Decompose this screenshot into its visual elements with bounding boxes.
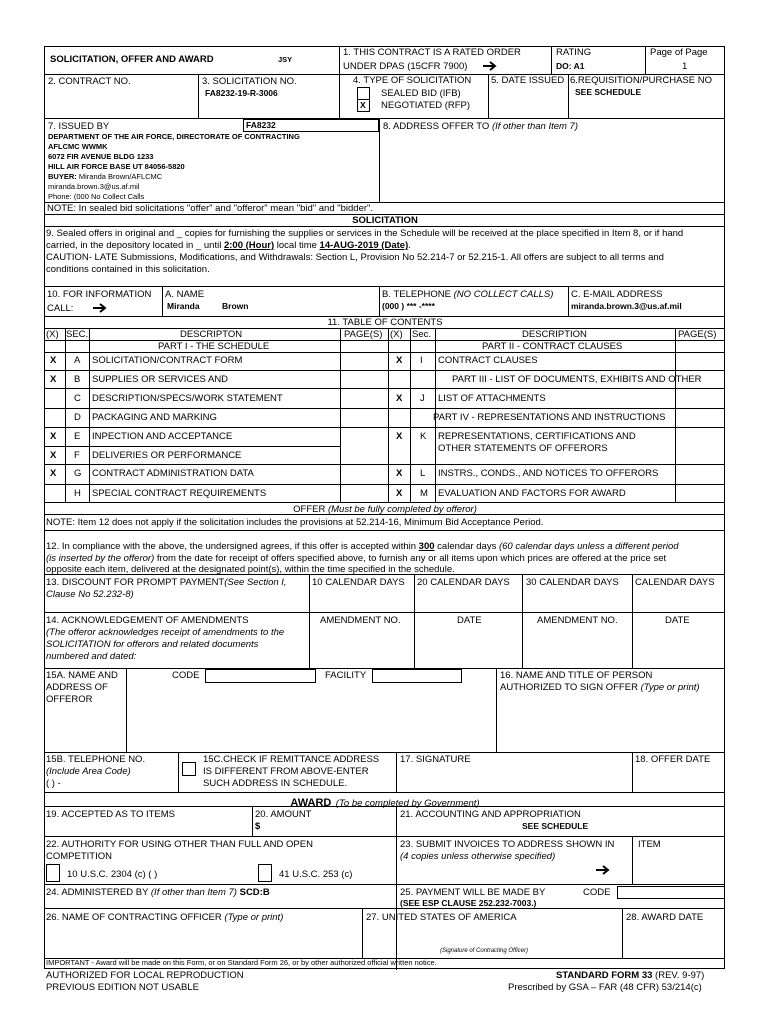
important-note: IMPORTANT - Award will be made on this Form, or on Standard Form 26, or by other authorized official written notice. bbox=[46, 958, 437, 967]
administered-code: SCD:B bbox=[239, 887, 270, 898]
address-offer-text: 8. ADDRESS OFFER TO bbox=[383, 121, 490, 132]
amendment-no-header: AMENDMENT NO. bbox=[320, 615, 401, 626]
signer-label-1: 16. NAME AND TITLE OF PERSON bbox=[500, 670, 653, 681]
toc-title: 11. TABLE OF CONTENTS bbox=[327, 317, 443, 328]
toc-part-1: PART I - THE SCHEDULE bbox=[158, 341, 270, 352]
signer-text: AUTHORIZED TO SIGN OFFER bbox=[500, 682, 641, 693]
caution-line-1: CAUTION- LATE Submissions, Modifications, and Withdrawals: Section L, Provision No 52.214-7 or 52.215-1. All offers are subject to all terms and bbox=[46, 252, 664, 263]
toc-row-a-desc: SOLICITATION/CONTRACT FORM bbox=[92, 355, 243, 366]
toc-row-a-sec: A bbox=[74, 355, 81, 366]
item12-line-2 bbox=[46, 554, 666, 564]
toc-row-i-desc: CONTRACT CLAUSES bbox=[438, 355, 538, 366]
item12-text-c: (60 calendar days unless a different period bbox=[498, 541, 679, 552]
item12-text-a: 12. In compliance with the above, the undersigned agrees, if this offer is accepted within bbox=[46, 541, 419, 552]
calendar-days-label: CALENDAR DAYS bbox=[635, 577, 715, 588]
toc-row-k-desc-2: OTHER STATEMENTS OF OFFERORS bbox=[438, 443, 608, 454]
toc-row-e-sec: E bbox=[74, 431, 81, 442]
discount-text: 13. DISCOUNT FOR PROMPT PAYMENT bbox=[46, 577, 225, 588]
usc-253-checkbox[interactable] bbox=[258, 864, 272, 882]
discount-label bbox=[46, 578, 287, 588]
amendments-label: 14. ACKNOWLEDGEMENT OF AMENDMENTS bbox=[46, 615, 249, 626]
rating-value: DO: A1 bbox=[556, 61, 585, 71]
offer-date-label: 18. OFFER DATE bbox=[635, 754, 711, 765]
requisition-label: 6.REQUISITION/PURCHASE NO bbox=[570, 75, 712, 86]
remittance-label-1: 15C.CHECK IF REMITTANCE ADDRESS bbox=[203, 754, 380, 765]
accounting-label: 21. ACCOUNTING AND APPROPRIATION bbox=[400, 809, 581, 820]
offeror-label-1: 15A. NAME AND bbox=[46, 670, 118, 681]
invoices-item-label: ITEM bbox=[638, 839, 661, 850]
offer-heading-note: (Must be fully completed by offeror) bbox=[327, 504, 477, 515]
arrow-right-icon bbox=[482, 60, 498, 72]
amount-dollar-sign: $ bbox=[255, 821, 261, 832]
issued-line-2: AFLCMC WWMK bbox=[48, 142, 108, 151]
award-heading bbox=[0, 794, 770, 810]
toc-row-k-sec: K bbox=[420, 431, 427, 442]
toc-sec-header: SEC. bbox=[66, 329, 89, 340]
item12-text-b: calendar days bbox=[434, 541, 499, 552]
amendment-no-header-2: AMENDMENT NO. bbox=[537, 615, 618, 626]
toc-row-j-sec: J bbox=[420, 393, 425, 404]
amendment-date-header-2: DATE bbox=[665, 615, 690, 626]
offer-heading bbox=[0, 505, 770, 515]
signature-caption: (Signature of Contracting Officer) bbox=[440, 948, 529, 954]
buyer-email: miranda.brown.3@us.af.mil bbox=[48, 182, 140, 191]
item9-line-1: 9. Sealed offers in original and _ copies for furnishing the supplies or services in the Schedule will be received at the place specified in Item 8, or if hand bbox=[46, 228, 684, 239]
toc-row-d-sec: D bbox=[74, 412, 81, 423]
sealed-bid-label: SEALED BID (IFB) bbox=[381, 88, 461, 99]
days-20-label: 20 CALENDAR DAYS bbox=[417, 577, 510, 588]
toc-desc-header: DESCRIPTON bbox=[180, 329, 243, 340]
buyer-phone: Phone: (000 No Collect Calls bbox=[48, 192, 145, 201]
discount-clause: Clause No 52.232-8) bbox=[46, 589, 134, 600]
last-name: Brown bbox=[222, 301, 249, 311]
toc-row-j-desc: LIST OF ATTACHMENTS bbox=[438, 393, 546, 404]
toc-row-c-desc: DESCRIPTION/SPECS/WORK STATEMENT bbox=[92, 393, 283, 404]
toc-x2-header: (X) bbox=[390, 329, 403, 340]
email-value: miranda.brown.3@us.af.mil bbox=[571, 301, 682, 311]
toc-row-b-x: X bbox=[50, 374, 57, 385]
item12-line-3: opposite each item, delivered at the designated point(s), within the time specified in the schedule. bbox=[46, 564, 455, 575]
issued-by-label: 7. ISSUED BY bbox=[48, 121, 110, 132]
toc-row-a-x: X bbox=[50, 355, 57, 366]
signer-note: (Type or print) bbox=[640, 682, 700, 693]
toc-row-j-x: X bbox=[396, 393, 403, 404]
issued-code-box[interactable] bbox=[243, 119, 379, 132]
discount-note: (See Section I, bbox=[224, 577, 287, 588]
toc-row-f-x: X bbox=[50, 450, 57, 461]
amendments-line-2: (The offeror acknowledges receipt of amendments to the bbox=[46, 627, 285, 638]
info-call-label: CALL: bbox=[47, 303, 74, 314]
solicitation-type-label: 4. TYPE OF SOLICITATION bbox=[353, 75, 472, 86]
item9-hour: 2:00 (Hour) bbox=[223, 240, 275, 251]
toc-row-m-sec: M bbox=[420, 488, 428, 499]
standard-form-label bbox=[556, 971, 704, 981]
toc-row-i-sec: I bbox=[420, 355, 423, 366]
toc-row-b-desc: SUPPLIES OR SERVICES AND bbox=[92, 374, 229, 385]
date-issued-label: 5. DATE ISSUED bbox=[491, 75, 565, 86]
contracting-officer-note: (Type or print) bbox=[224, 912, 284, 923]
solicitation-heading: SOLICITATION bbox=[352, 215, 418, 226]
authority-label-1: 22. AUTHORITY FOR USING OTHER THAN FULL AND OPEN bbox=[46, 839, 313, 850]
email-label: C. E-MAIL ADDRESS bbox=[571, 289, 663, 300]
offeror-code-label: CODE bbox=[172, 670, 200, 681]
page-label: Page of Page bbox=[650, 47, 708, 58]
standard-form-number: STANDARD FORM 33 bbox=[556, 970, 653, 981]
item9-text-a: carried, in the depository located in _ until bbox=[46, 240, 224, 251]
arrow-right-icon bbox=[92, 302, 108, 314]
toc-row-f-sec: F bbox=[74, 450, 80, 461]
item12-text-e: from the date for receipt of offers specified above, to furnish any or all items upon which prices are offered at the price set bbox=[154, 553, 667, 564]
buyer-line bbox=[48, 173, 162, 181]
item12-text-d: (is inserted by the offeror) bbox=[46, 553, 155, 564]
toc-row-h-desc: SPECIAL CONTRACT REQUIREMENTS bbox=[92, 488, 267, 499]
authority-label-2: COMPETITION bbox=[46, 851, 112, 862]
facility-label: FACILITY bbox=[325, 670, 367, 681]
toc-row-g-x: X bbox=[50, 468, 57, 479]
toc-row-l-desc: INSTRS., CONDS., AND NOTICES TO OFFERORS bbox=[438, 468, 659, 479]
item9-text-b: local time bbox=[274, 240, 320, 251]
toc-row-m-desc: EVALUATION AND FACTORS FOR AWARD bbox=[438, 488, 626, 499]
toc-row-k-desc: REPRESENTATIONS, CERTIFICATIONS AND bbox=[438, 431, 636, 442]
administered-label bbox=[46, 888, 270, 898]
toc-part-4: PART IV - REPRESENTATIONS AND INSTRUCTIONS bbox=[433, 412, 666, 423]
toc-row-h-sec: H bbox=[74, 488, 81, 499]
standard-form-revision: (REV. 9-97) bbox=[652, 970, 705, 981]
first-name: Miranda bbox=[167, 301, 200, 311]
issued-line-1: DEPARTMENT OF THE AIR FORCE, DIRECTORATE OF CONTRACTING bbox=[48, 132, 300, 141]
address-offer-label bbox=[383, 122, 578, 132]
buyer-value: Miranda Brown/AFLCMC bbox=[78, 172, 163, 181]
offeror-code-input[interactable] bbox=[205, 669, 316, 683]
solicitation-no-value: FA8232-19-R-3006 bbox=[205, 88, 278, 98]
amendments-line-3: SOLICITATION for offerors and related documents bbox=[46, 639, 259, 650]
telephone-15b-label: 15B. TELEPHONE NO. bbox=[46, 754, 146, 765]
address-offer-note: (If other than Item 7) bbox=[491, 121, 579, 132]
administered-text: 24. ADMINISTERED BY bbox=[46, 887, 149, 898]
contracting-officer-text: 26. NAME OF CONTRACTING OFFICER bbox=[46, 912, 222, 923]
page-value: 1 bbox=[682, 61, 688, 72]
remittance-checkbox[interactable] bbox=[182, 762, 196, 776]
payment-clause: (SEE ESP CLAUSE 252.232-7003.) bbox=[400, 898, 537, 908]
toc-pages2-header: PAGE(S) bbox=[678, 329, 717, 340]
accepted-items-label: 19. ACCEPTED AS TO ITEMS bbox=[46, 809, 175, 820]
form-title: SOLICITATION, OFFER AND AWARD bbox=[50, 54, 214, 65]
payment-label: 25. PAYMENT WILL BE MADE BY bbox=[400, 887, 546, 898]
toc-row-e-desc: INPECTION AND ACCEPTANCE bbox=[92, 431, 233, 442]
solicitation-no-label: 3. SOLICITATION NO. bbox=[202, 76, 297, 87]
toc-row-l-x: X bbox=[396, 468, 403, 479]
usc-2304-label: 10 U.S.C. 2304 (c) ( ) bbox=[67, 869, 158, 880]
item9-text-c: . bbox=[408, 240, 411, 251]
toc-row-e-x: X bbox=[50, 431, 57, 442]
usa-label: 27. UNITED STATES OF AMERICA bbox=[366, 912, 517, 923]
telephone-15b-value: ( ) - bbox=[46, 778, 61, 789]
issued-line-3: 6072 FIR AVENUE BLDG 1233 bbox=[48, 152, 154, 161]
telephone-15b-note: (Include Area Code) bbox=[46, 766, 131, 777]
item9-date: 14-AUG-2019 (Date) bbox=[319, 240, 409, 251]
amendments-line-4: numbered and dated: bbox=[46, 651, 137, 662]
toc-row-c-sec: C bbox=[74, 393, 81, 404]
reproduction-note: AUTHORIZED FOR LOCAL REPRODUCTION bbox=[46, 970, 244, 981]
issued-line-4: HILL AIR FORCE BASE UT 84056-5820 bbox=[48, 162, 185, 171]
award-heading-text: AWARD bbox=[290, 797, 332, 809]
arrow-right-icon bbox=[595, 864, 611, 876]
negotiated-check-mark: X bbox=[360, 100, 366, 110]
invoices-label: 23. SUBMIT INVOICES TO ADDRESS SHOWN IN bbox=[400, 839, 615, 850]
usc-253-label: 41 U.S.C. 253 (c) bbox=[279, 869, 353, 880]
dpas-label: UNDER DPAS (15CFR 7900) bbox=[343, 61, 468, 72]
days-30-label: 30 CALENDAR DAYS bbox=[526, 577, 619, 588]
requisition-value: SEE SCHEDULE bbox=[575, 87, 642, 97]
administered-note: (If other than Item 7) bbox=[150, 887, 237, 898]
remittance-label-2: IS DIFFERENT FROM ABOVE-ENTER bbox=[203, 766, 369, 777]
telephone-value: (000 ) *** -**** bbox=[382, 301, 435, 311]
payment-code-input[interactable] bbox=[617, 886, 725, 899]
payment-code-label: CODE bbox=[583, 887, 611, 898]
toc-row-g-sec: G bbox=[74, 468, 82, 479]
toc-x-header: (X) bbox=[46, 329, 59, 340]
amendment-date-header: DATE bbox=[457, 615, 482, 626]
previous-edition-note: PREVIOUS EDITION NOT USABLE bbox=[46, 982, 199, 993]
contract-no-label: 2. CONTRACT NO. bbox=[48, 76, 131, 87]
signer-label-2 bbox=[500, 683, 700, 693]
toc-row-l-sec: L bbox=[420, 468, 426, 479]
info-label: 10. FOR INFORMATION bbox=[47, 289, 152, 300]
toc-row-f-desc: DELIVERIES OR PERFORMANCE bbox=[92, 450, 242, 461]
contracting-officer-label bbox=[46, 913, 283, 923]
award-heading-note: (To be completed by Government) bbox=[335, 798, 480, 809]
toc-sec2-header: Sec. bbox=[412, 329, 432, 340]
negotiated-label: NEGOTIATED (RFP) bbox=[381, 100, 471, 111]
telephone-text: B. TELEPHONE bbox=[382, 289, 451, 300]
remittance-label-3: SUCH ADDRESS IN SCHEDULE. bbox=[203, 778, 348, 789]
usc-2304-checkbox[interactable] bbox=[46, 864, 60, 882]
toc-part-2: PART II - CONTRACT CLAUSES bbox=[482, 341, 623, 352]
signature-label: 17. SIGNATURE bbox=[400, 754, 471, 765]
sealed-bid-note: NOTE: In sealed bid solicitations "offer" and "offeror" mean "bid" and "bidder". bbox=[47, 203, 374, 214]
item12-line-1 bbox=[46, 542, 679, 552]
toc-row-b-sec: B bbox=[74, 374, 81, 385]
toc-row-i-x: X bbox=[396, 355, 403, 366]
jsy-code: JSY bbox=[278, 55, 293, 64]
caution-line-2: conditions contained in this solicitation. bbox=[46, 264, 210, 275]
negotiated-checkbox[interactable] bbox=[357, 99, 370, 112]
item12-note: NOTE: Item 12 does not apply if the solicitation includes the provisions at 52.214-16, Minimum Bid Acceptance Period. bbox=[46, 517, 544, 528]
issued-code: FA8232 bbox=[246, 120, 276, 130]
toc-row-g-desc: CONTRACT ADMINISTRATION DATA bbox=[92, 468, 254, 479]
facility-input[interactable] bbox=[372, 669, 462, 683]
telephone-note: (NO COLLECT CALLS) bbox=[453, 289, 554, 300]
toc-pages-header: PAGE(S) bbox=[344, 329, 383, 340]
award-date-label: 28. AWARD DATE bbox=[626, 912, 704, 923]
rated-order-label: 1. THIS CONTRACT IS A RATED ORDER bbox=[343, 47, 521, 58]
accounting-value: SEE SCHEDULE bbox=[522, 821, 589, 831]
toc-row-m-x: X bbox=[396, 488, 403, 499]
days-10-label: 10 CALENDAR DAYS bbox=[312, 577, 405, 588]
toc-part-3: PART III - LIST OF DOCUMENTS, EXHIBITS AND OTHER bbox=[452, 374, 702, 385]
toc-desc2-header: DESCRIPTION bbox=[522, 329, 587, 340]
name-label: A. NAME bbox=[165, 289, 205, 300]
prescribed-by: Prescribed by GSA – FAR (48 CFR) 53/214(c) bbox=[508, 982, 702, 993]
item9-line-2 bbox=[46, 241, 411, 251]
offeror-label-3: OFFEROR bbox=[46, 694, 93, 705]
telephone-label bbox=[382, 290, 553, 300]
offeror-label-2: ADDRESS OF bbox=[46, 682, 108, 693]
buyer-label: BUYER: bbox=[48, 172, 77, 181]
invoices-note: (4 copies unless otherwise specified) bbox=[400, 851, 556, 862]
amount-label: 20. AMOUNT bbox=[255, 809, 312, 820]
toc-row-d-desc: PACKAGING AND MARKING bbox=[92, 412, 217, 423]
offer-heading-text: OFFER bbox=[293, 504, 326, 515]
rating-label: RATING bbox=[556, 47, 592, 58]
toc-row-k-x: X bbox=[396, 431, 403, 442]
item12-days: 300 bbox=[418, 541, 435, 552]
